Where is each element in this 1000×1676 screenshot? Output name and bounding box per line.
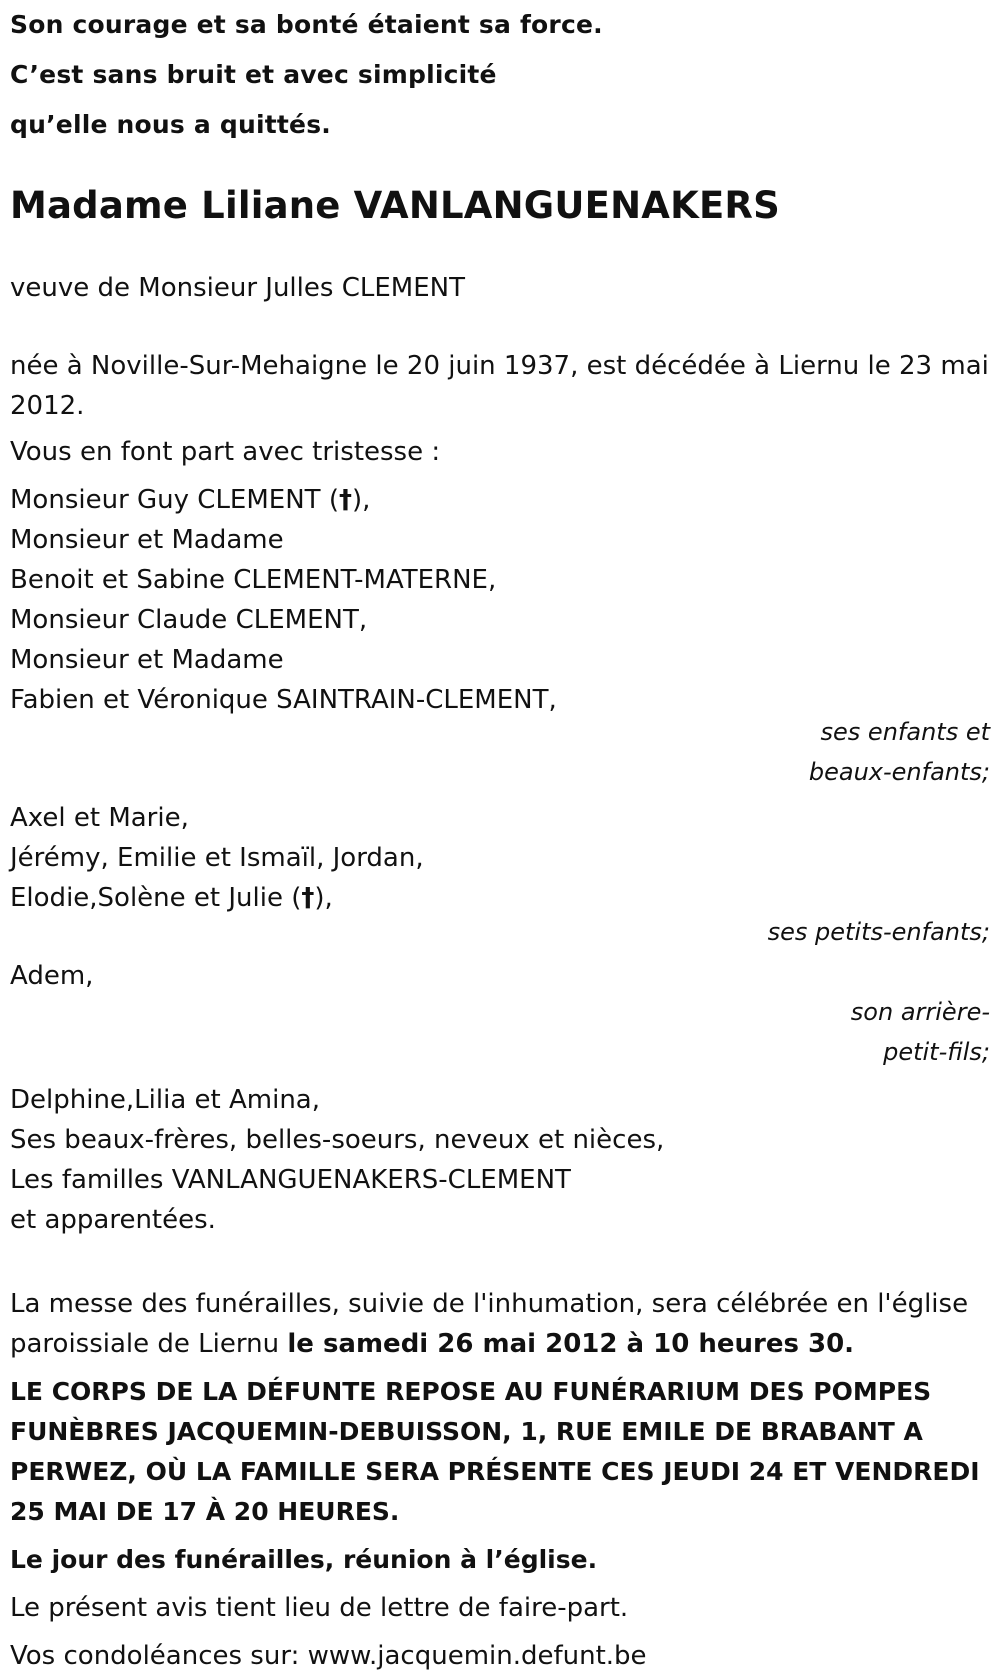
children-relation-line-1: ses enfants et (820, 718, 990, 746)
other-relatives-block (10, 1080, 990, 1240)
other-line-2: Ses beaux-frères, belles-soeurs, neveux et nièces, (10, 1125, 665, 1155)
great-grandchildren-relation (10, 992, 990, 1072)
cross-icon: † (338, 485, 352, 515)
cross-icon: † (301, 883, 315, 913)
faire-part-notice: Le présent avis tient lieu de lettre de faire-part. (10, 1593, 629, 1623)
mass-intro: La messe des funérailles, suivie de l'inhumation, sera célébrée en l'église paroissiale de Liernu (10, 1289, 969, 1359)
grandchildren-relation-line-1: ses petits-enfants; (767, 918, 990, 946)
reunion-notice: Le jour des funérailles, réunion à l’église. (10, 1545, 598, 1574)
funerarium-notice: LE CORPS DE LA DÉFUNTE REPOSE AU FUNÉRARIUM DES POMPES FUNÈBRES JACQUEMIN-DEBUISSON, 1, RUE EMILE DE BRABANT A PERWEZ, OÙ LA FAMILLE SERA PRÉSENTE CES JEUDI 24 ET VENDREDI 25 MAI DE 17 À 20 HEURES. (10, 1377, 980, 1526)
great-grandchildren-relation-line-2: petit-fils; (883, 1038, 990, 1066)
epigraph-line-1: Son courage et sa bonté étaient sa force. (10, 10, 603, 39)
birth-death-text: née à Noville-Sur-Mehaigne le 20 juin 1937, est décédée à Liernu le 23 mai 2012. (10, 351, 989, 421)
epigraph-line-2: C’est sans bruit et avec simplicité (10, 60, 497, 89)
great-grandchildren-relation-line-1: son arrière- (850, 998, 990, 1026)
grandchild-name-3: Elodie,Solène et Julie ( (10, 883, 302, 913)
other-line-3: Les familles VANLANGUENAKERS-CLEMENT (10, 1165, 571, 1195)
grandchild-suffix-3: ), (314, 883, 333, 913)
deceased-name: Madame Liliane VANLANGUENAKERS (10, 184, 780, 227)
condolences-link[interactable]: Vos condoléances sur: www.jacquemin.defunt.be (10, 1641, 647, 1671)
mass-date: le samedi 26 mai 2012 à 10 heures 30. (287, 1329, 855, 1359)
epigraph-line-3: qu’elle nous a quittés. (10, 110, 331, 139)
child-line-6: Fabien et Véronique SAINTRAIN-CLEMENT, (10, 685, 557, 715)
child-line-2: Monsieur et Madame (10, 525, 284, 555)
child-line-1 (10, 480, 990, 520)
children-relation-line-2: beaux-enfants; (808, 758, 990, 786)
grandchildren-relation (10, 912, 990, 952)
child-line-3: Benoit et Sabine CLEMENT-MATERNE, (10, 565, 497, 595)
great-grandchildren-block (10, 956, 990, 996)
child-suffix-1: ), (351, 485, 371, 515)
funeral-mass-text (10, 1284, 990, 1364)
other-line-1: Delphine,Lilia et Amina, (10, 1085, 321, 1115)
obituary-notice (10, 0, 990, 1676)
great-grandchild-line-1: Adem, (10, 961, 94, 991)
other-line-4: et apparentées. (10, 1205, 216, 1235)
grandchildren-block (10, 798, 990, 918)
child-name-1: Monsieur Guy CLEMENT ( (10, 485, 339, 515)
widow-of: veuve de Monsieur Julles CLEMENT (10, 273, 465, 303)
grandchild-line-2: Jérémy, Emilie et Ismaïl, Jordan, (10, 843, 424, 873)
grandchild-line-1: Axel et Marie, (10, 803, 189, 833)
epigraph (10, 0, 990, 150)
announcement: Vous en font part avec tristesse : (10, 437, 441, 467)
children-block (10, 480, 990, 720)
child-line-5: Monsieur et Madame (10, 645, 284, 675)
child-line-4: Monsieur Claude CLEMENT, (10, 605, 368, 635)
children-relation (10, 712, 990, 792)
